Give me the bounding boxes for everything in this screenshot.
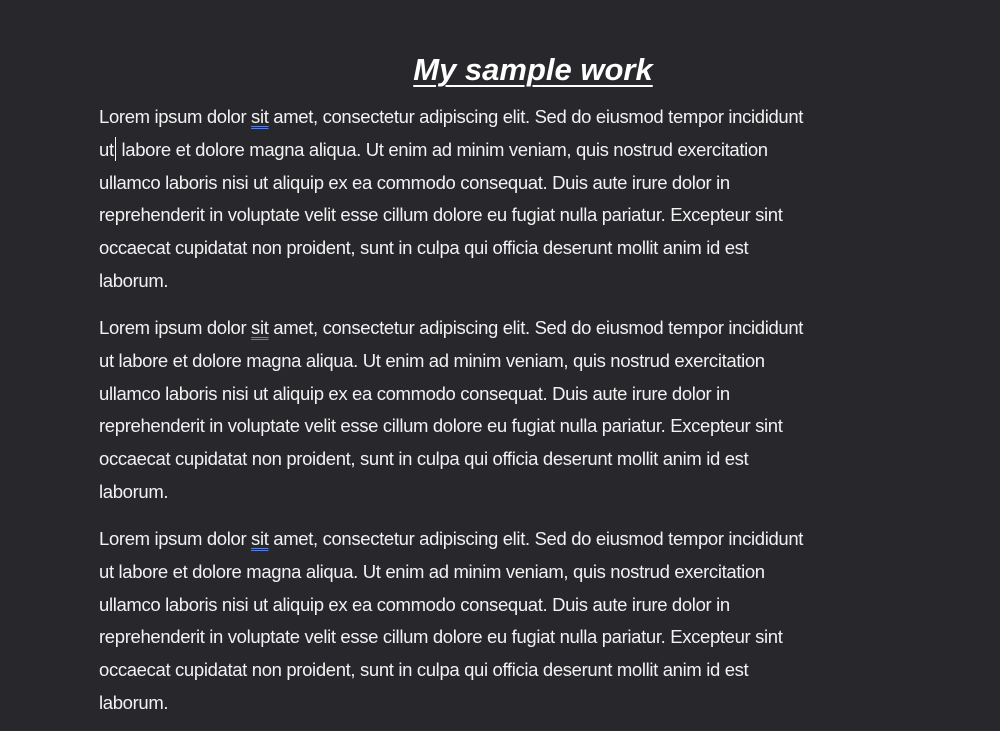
document-title[interactable]: My sample work bbox=[413, 52, 653, 87]
paragraph-line[interactable]: ut labore et dolore magna aliqua. Ut enim ad minim veniam, quis nostrud exercitation bbox=[99, 138, 768, 160]
grammar-flagged-word[interactable]: sit bbox=[251, 528, 269, 549]
grammar-flagged-word[interactable]: sit bbox=[251, 317, 269, 338]
paragraph-line[interactable]: laborum. bbox=[99, 269, 169, 291]
paragraph-line[interactable]: ullamco laboris nisi ut aliquip ex ea commodo consequat. Duis aute irure dolor in bbox=[99, 382, 730, 404]
paragraph-line[interactable]: occaecat cupidatat non proident, sunt in culpa qui officia deserunt mollit anim id est bbox=[99, 237, 749, 259]
paragraph-line[interactable]: laborum. bbox=[99, 691, 169, 713]
paragraph-line[interactable]: ullamco laboris nisi ut aliquip ex ea commodo consequat. Duis aute irure dolor in bbox=[99, 171, 730, 193]
paragraph-1[interactable] bbox=[99, 101, 959, 298]
paragraph-line[interactable]: Lorem ipsum dolor sit amet, consectetur adipiscing elit. Sed do eiusmod tempor incididunt bbox=[99, 106, 804, 127]
paragraph-line[interactable]: reprehenderit in voluptate velit esse cillum dolore eu fugiat nulla pariatur. Excepteur sint bbox=[99, 415, 783, 437]
grammar-flagged-word[interactable]: sit bbox=[251, 106, 269, 127]
paragraph-line[interactable]: ut labore et dolore magna aliqua. Ut enim ad minim veniam, quis nostrud exercitation bbox=[99, 349, 765, 371]
paragraph-line[interactable]: ut labore et dolore magna aliqua. Ut enim ad minim veniam, quis nostrud exercitation bbox=[99, 560, 765, 582]
paragraph-line[interactable]: ullamco laboris nisi ut aliquip ex ea commodo consequat. Duis aute irure dolor in bbox=[99, 593, 730, 615]
text-cursor bbox=[115, 137, 116, 161]
paragraph-line[interactable]: occaecat cupidatat non proident, sunt in culpa qui officia deserunt mollit anim id est bbox=[99, 448, 749, 470]
paragraph-line[interactable]: Lorem ipsum dolor sit amet, consectetur adipiscing elit. Sed do eiusmod tempor incididunt bbox=[99, 528, 804, 549]
paragraph-line[interactable]: Lorem ipsum dolor sit amet, consectetur adipiscing elit. Sed do eiusmod tempor incididunt bbox=[99, 317, 804, 338]
paragraph-2[interactable] bbox=[99, 312, 959, 509]
paragraph-line[interactable]: occaecat cupidatat non proident, sunt in culpa qui officia deserunt mollit anim id est bbox=[99, 659, 749, 681]
paragraph-line[interactable]: laborum. bbox=[99, 480, 169, 502]
paragraph-line[interactable]: reprehenderit in voluptate velit esse cillum dolore eu fugiat nulla pariatur. Excepteur sint bbox=[99, 626, 783, 648]
paragraph-line[interactable]: reprehenderit in voluptate velit esse cillum dolore eu fugiat nulla pariatur. Excepteur sint bbox=[99, 204, 783, 226]
paragraph-3[interactable] bbox=[99, 523, 959, 720]
